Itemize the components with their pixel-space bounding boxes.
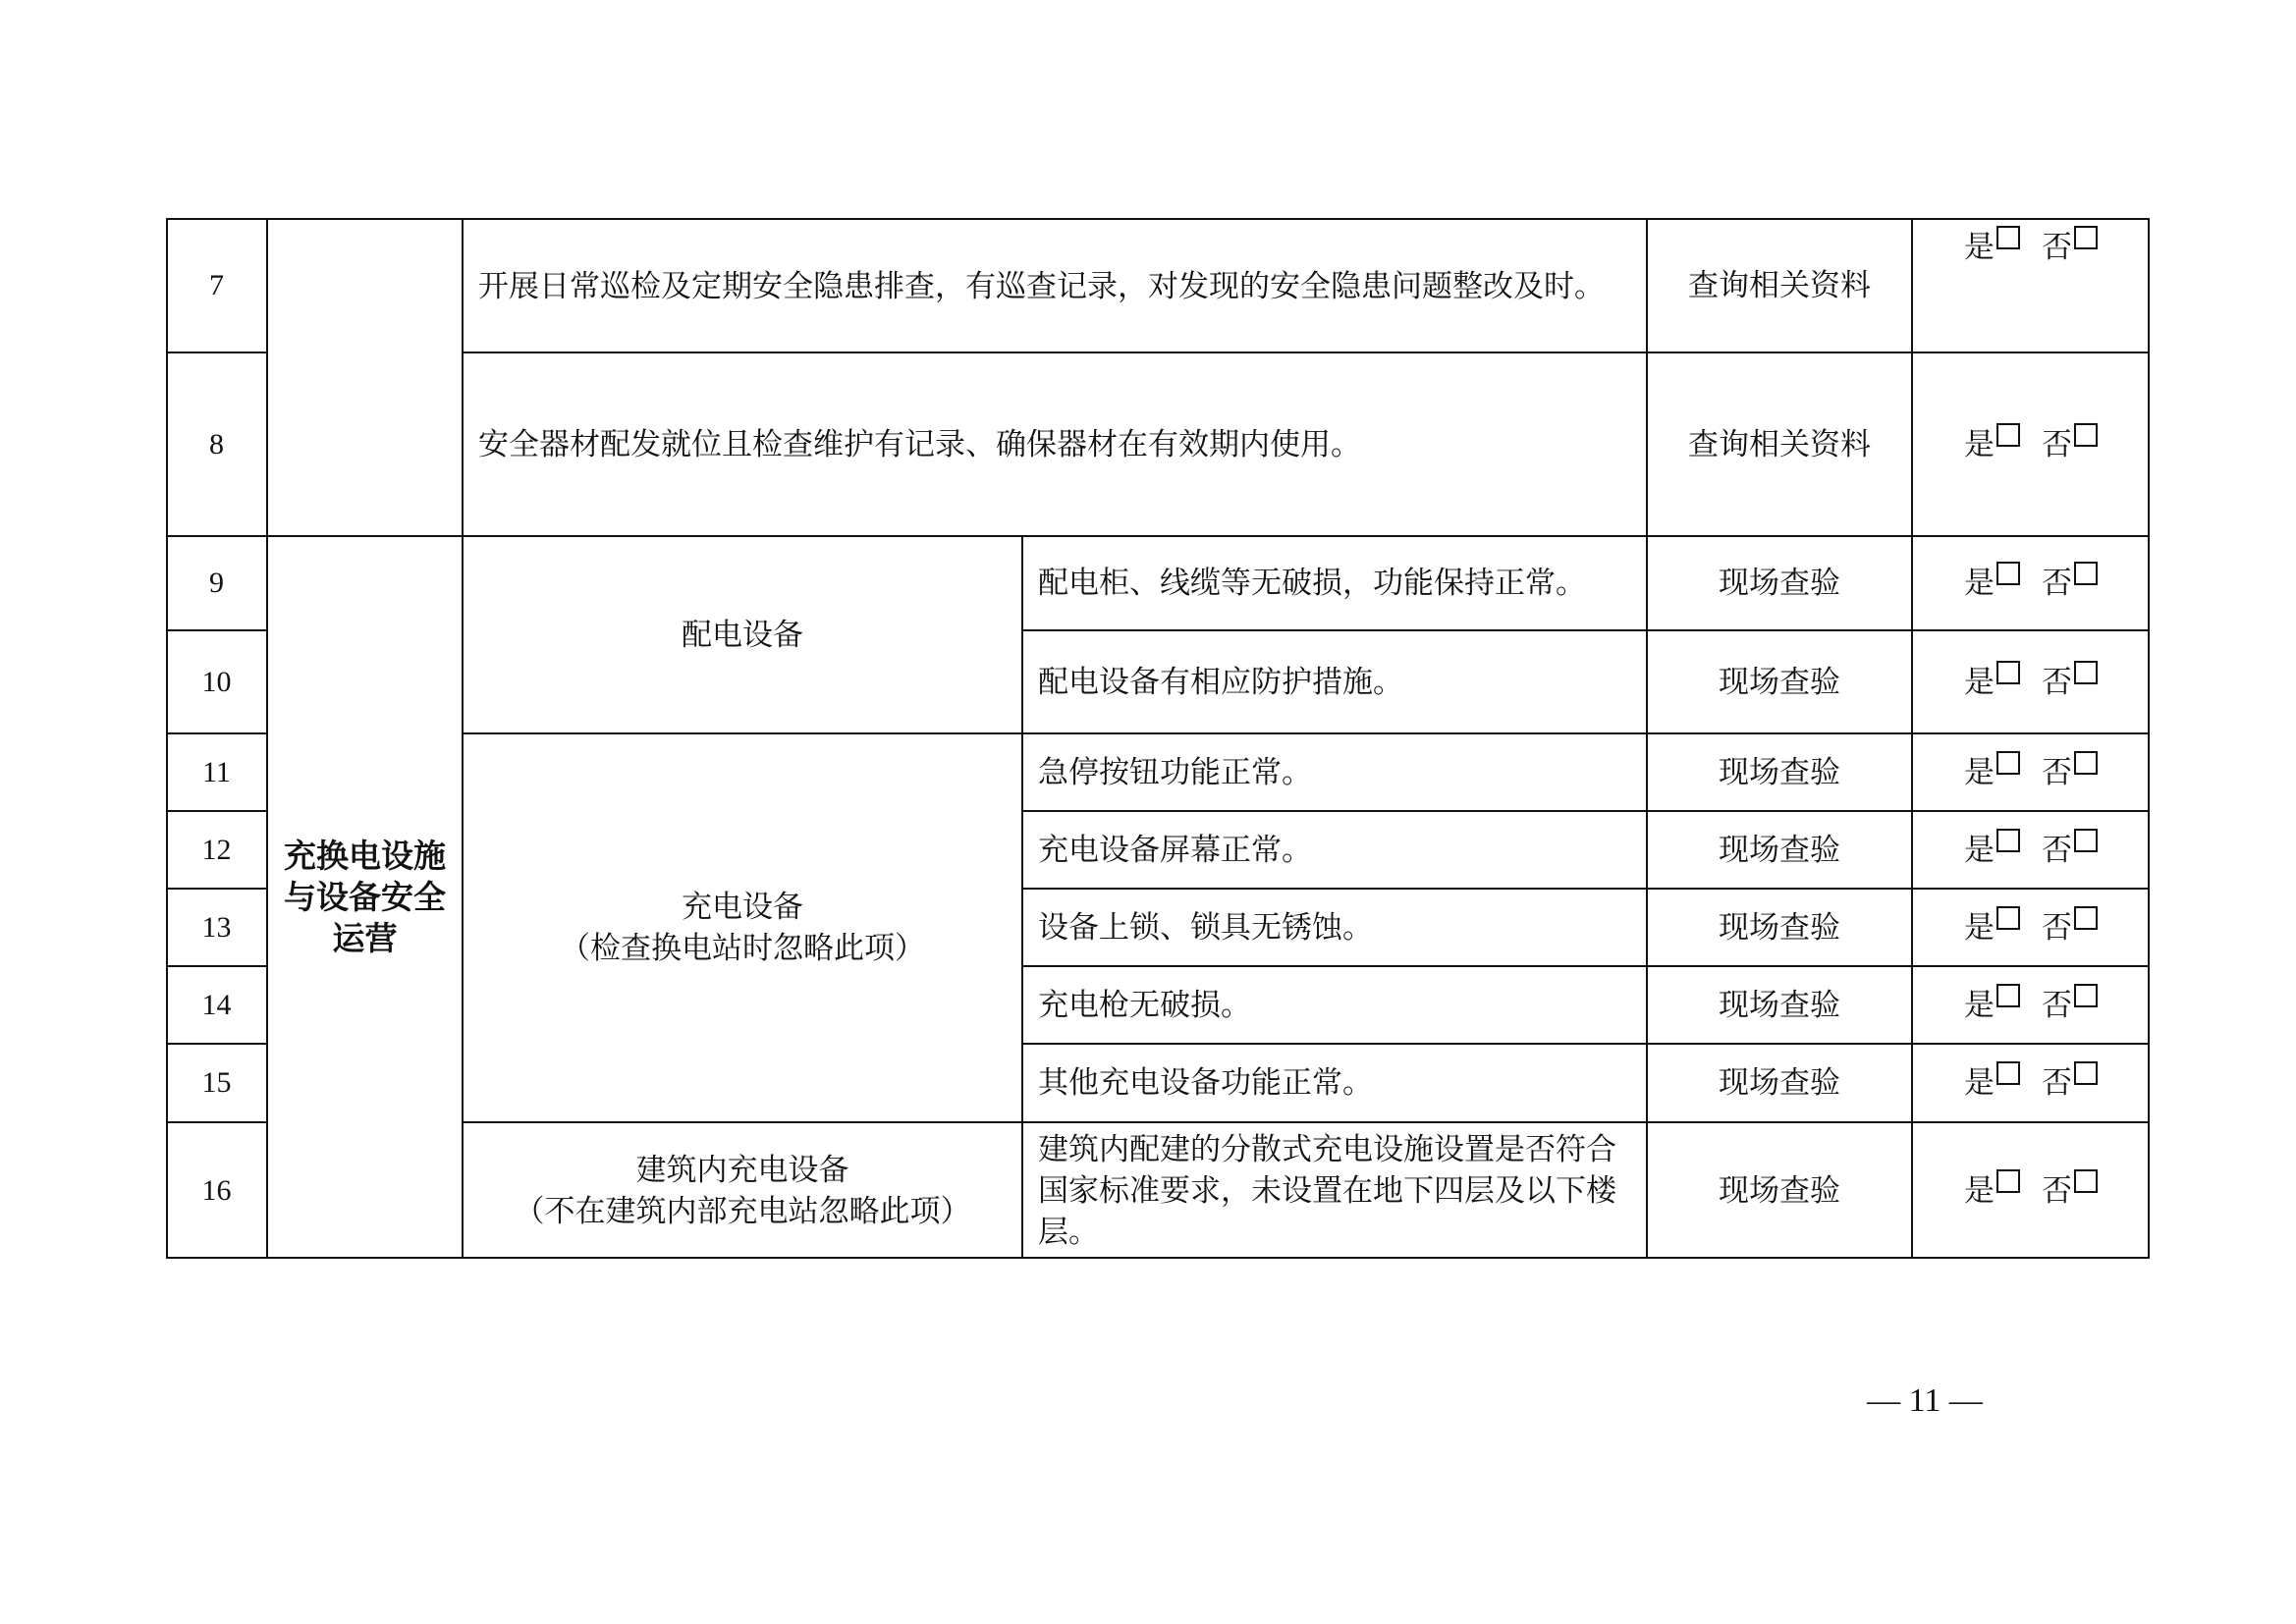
check-method: 现场查验 — [1719, 754, 1840, 790]
check-method: 现场查验 — [1719, 1065, 1840, 1101]
check-options — [1912, 966, 2150, 1044]
table-divider — [1646, 218, 1648, 1259]
yes-label: 是 — [1964, 987, 1995, 1023]
no-label: 否 — [2042, 754, 2072, 790]
row-number: 10 — [201, 665, 232, 698]
row-divider — [1021, 810, 2150, 812]
row-divider — [462, 352, 2150, 353]
yes-option[interactable] — [1964, 1062, 2020, 1104]
subgroup-title: 建筑内充电设备 — [635, 1152, 849, 1188]
no-label: 否 — [2042, 987, 2072, 1023]
row-divider — [1021, 1043, 2150, 1045]
row-number: 15 — [201, 1066, 232, 1099]
check-method: 现场查验 — [1719, 987, 1840, 1023]
subgroup-charging — [463, 733, 1022, 1122]
table-divider — [462, 218, 464, 1259]
check-item-text: 配电设备有相应防护措施。 — [1038, 664, 1403, 700]
no-option[interactable] — [2042, 830, 2098, 871]
check-item-text: 开展日常巡检及定期安全隐患排查，有巡查记录，对发现的安全隐患问题整改及时。 — [478, 269, 1605, 304]
no-option[interactable] — [2042, 1170, 2098, 1212]
category-line: 充换电设施 — [284, 837, 446, 875]
check-options — [1912, 889, 2150, 966]
row-number: 7 — [209, 268, 224, 301]
no-label: 否 — [2042, 426, 2072, 462]
row-number: 14 — [201, 988, 232, 1021]
no-checkbox[interactable] — [2074, 829, 2098, 852]
check-item-text: 建筑内配建的分散式充电设施设置是否符合国家标准要求，未设置在地下四层及以下楼层。 — [1038, 1131, 1616, 1250]
no-label: 否 — [2042, 832, 2072, 868]
check-item-text: 急停按钮功能正常。 — [1038, 754, 1312, 790]
yes-checkbox[interactable] — [1996, 751, 2020, 775]
check-options — [1912, 811, 2150, 889]
no-label: 否 — [2042, 664, 2072, 700]
check-item-text: 配电柜、线缆等无破损，功能保持正常。 — [1038, 566, 1586, 601]
yes-option[interactable] — [1964, 424, 2020, 465]
no-option[interactable] — [2042, 985, 2098, 1026]
yes-checkbox[interactable] — [1996, 984, 2020, 1007]
yes-label: 是 — [1964, 909, 1995, 946]
no-checkbox[interactable] — [2074, 906, 2098, 930]
yes-label: 是 — [1964, 566, 1995, 601]
no-checkbox[interactable] — [2074, 562, 2098, 585]
yes-checkbox[interactable] — [1996, 1169, 2020, 1193]
table-border-left — [166, 218, 168, 1259]
row-divider — [1021, 629, 2150, 631]
row-divider — [166, 888, 267, 890]
subgroup-title: 充电设备 — [682, 890, 803, 925]
yes-option[interactable] — [1964, 752, 2020, 793]
yes-option[interactable] — [1964, 907, 2020, 948]
yes-checkbox[interactable] — [1996, 1061, 2020, 1085]
check-options — [1912, 1122, 2150, 1259]
row-number: 11 — [202, 755, 231, 788]
yes-label: 是 — [1964, 1172, 1995, 1209]
no-checkbox[interactable] — [2074, 751, 2098, 775]
no-option[interactable] — [2042, 227, 2098, 268]
check-item-text: 其他充电设备功能正常。 — [1038, 1065, 1373, 1101]
row-number: 12 — [201, 833, 232, 866]
no-option[interactable] — [2042, 1062, 2098, 1104]
row-divider — [462, 1121, 2150, 1123]
no-label: 否 — [2042, 230, 2072, 265]
no-checkbox[interactable] — [2074, 984, 2098, 1007]
yes-option[interactable] — [1964, 563, 2020, 604]
check-item-text: 设备上锁、锁具无锈蚀。 — [1038, 909, 1373, 946]
check-options — [1912, 352, 2150, 536]
row-divider — [462, 732, 2150, 734]
row-divider — [166, 535, 2150, 537]
yes-label: 是 — [1964, 1065, 1995, 1101]
check-options — [1912, 630, 2150, 733]
inspection-table — [166, 218, 2150, 1259]
no-option[interactable] — [2042, 563, 2098, 604]
no-label: 否 — [2042, 1172, 2072, 1209]
row-number: 9 — [209, 567, 224, 599]
no-label: 否 — [2042, 909, 2072, 946]
no-checkbox[interactable] — [2074, 1169, 2098, 1193]
no-checkbox[interactable] — [2074, 1061, 2098, 1085]
no-label: 否 — [2042, 566, 2072, 601]
check-options — [1912, 536, 2150, 630]
no-option[interactable] — [2042, 424, 2098, 465]
check-method: 查询相关资料 — [1688, 267, 1871, 303]
row-divider — [166, 732, 267, 734]
row-divider — [166, 352, 267, 353]
subgroup-note: （不在建筑内部充电站忽略此项） — [514, 1193, 971, 1229]
yes-label: 是 — [1964, 754, 1995, 790]
page-number: — 11 — — [1867, 1382, 1983, 1419]
no-checkbox[interactable] — [2074, 423, 2098, 447]
row-divider — [1021, 965, 2150, 967]
no-option[interactable] — [2042, 752, 2098, 793]
category-cell — [267, 536, 463, 1259]
no-checkbox[interactable] — [2074, 226, 2098, 249]
check-item-text: 充电枪无破损。 — [1038, 987, 1251, 1023]
yes-checkbox[interactable] — [1996, 562, 2020, 585]
subgroup-note: （检查换电站时忽略此项） — [560, 931, 925, 966]
no-checkbox[interactable] — [2074, 661, 2098, 684]
check-options — [1912, 218, 2150, 277]
yes-option[interactable] — [1964, 662, 2020, 703]
no-label: 否 — [2042, 1065, 2072, 1101]
category-line: 与设备安全 — [284, 878, 446, 916]
yes-label: 是 — [1964, 832, 1995, 868]
table-border-top — [166, 218, 2150, 220]
table-divider — [1911, 218, 1913, 1259]
yes-checkbox[interactable] — [1996, 906, 2020, 930]
check-item-text: 充电设备屏幕正常。 — [1038, 832, 1312, 868]
table-border-right — [2148, 218, 2150, 1259]
check-method: 现场查验 — [1719, 664, 1840, 700]
row-number: 16 — [201, 1173, 232, 1207]
row-number: 13 — [201, 910, 232, 944]
table-divider — [266, 218, 268, 1259]
check-method: 现场查验 — [1719, 566, 1840, 601]
row-number: 8 — [209, 427, 224, 460]
yes-option[interactable] — [1964, 985, 2020, 1026]
check-options — [1912, 1044, 2150, 1122]
table-divider — [1021, 536, 1023, 1259]
yes-checkbox[interactable] — [1996, 661, 2020, 684]
row-divider — [166, 965, 267, 967]
yes-label: 是 — [1964, 426, 1995, 462]
category-line: 运营 — [332, 919, 398, 957]
subgroup-building — [463, 1122, 1022, 1259]
yes-label: 是 — [1964, 230, 1995, 265]
check-options — [1912, 733, 2150, 811]
row-divider — [166, 1121, 267, 1123]
subgroup-power — [463, 536, 1022, 733]
yes-option[interactable] — [1964, 227, 2020, 268]
yes-checkbox[interactable] — [1996, 423, 2020, 447]
yes-label: 是 — [1964, 664, 1995, 700]
yes-option[interactable] — [1964, 1170, 2020, 1212]
row-divider — [166, 810, 267, 812]
yes-checkbox[interactable] — [1996, 226, 2020, 249]
check-method: 现场查验 — [1719, 832, 1840, 868]
check-method: 现场查验 — [1719, 909, 1840, 946]
yes-option[interactable] — [1964, 830, 2020, 871]
row-divider — [166, 629, 267, 631]
yes-checkbox[interactable] — [1996, 829, 2020, 852]
check-method: 现场查验 — [1719, 1172, 1840, 1209]
check-method: 查询相关资料 — [1688, 426, 1871, 462]
row-divider — [166, 1043, 267, 1045]
no-option[interactable] — [2042, 662, 2098, 703]
no-option[interactable] — [2042, 907, 2098, 948]
row-divider — [1021, 888, 2150, 890]
check-item-text: 安全器材配发就位且检查维护有记录、确保器材在有效期内使用。 — [478, 426, 1361, 462]
subgroup-title: 配电设备 — [682, 617, 803, 653]
table-border-bottom — [166, 1257, 2150, 1259]
